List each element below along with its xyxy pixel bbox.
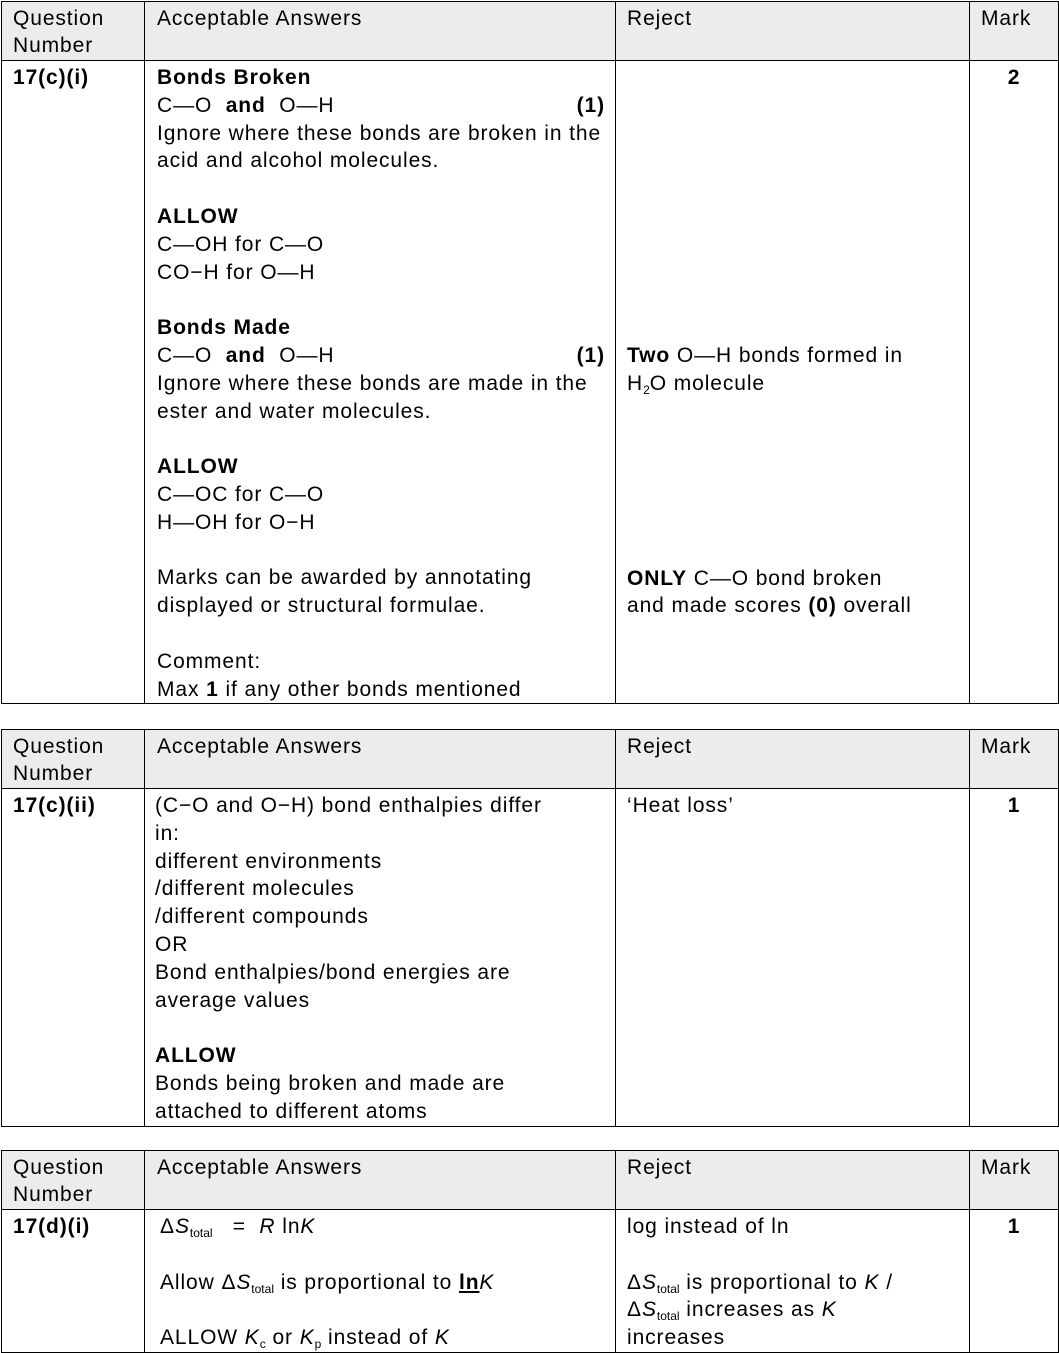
ignore-broken-text: Ignore where these bonds are broken in the acid and alcohol molecules. [157,121,602,173]
mark-cell: 2 [970,61,1059,704]
header-acceptable-answers: Acceptable Answers [145,2,616,61]
mark-scheme-table-17ci [1,1,1059,704]
answer-line: (C−O and O−H) bond enthalpies differ [155,794,542,817]
acceptable-answers-cell [145,61,616,704]
bonds-broken-line: C—O and O—H (1) [157,93,605,117]
mark-scheme-table-17di [1,1150,1059,1353]
table-row [2,1210,1059,1353]
allow-label: ALLOW [157,204,239,228]
answer-line: /different compounds [155,905,369,929]
ignore-made-text: Ignore where these bonds are made in the ester and water molecules. [157,371,588,423]
reject-text: increases [627,1326,725,1350]
allow-text: Bonds being broken and made are [155,1071,506,1095]
allow-kc-kp-line: ALLOW $K_c$ or $K_p$ instead of K [160,1326,450,1352]
header-acceptable-answers: Acceptable Answers [145,1151,616,1210]
allow-proportional-line: Allow $\Delta S_{total}$ is proportional to lnK [160,1270,495,1296]
answer-line: in: [155,821,180,845]
header-question-number: Question Number [2,2,145,61]
header-mark: Mark [970,730,1059,789]
header-reject: Reject [616,2,970,61]
mark-cell: 1 [970,1210,1059,1353]
reject-cell [616,1210,970,1353]
mark-scheme-table-17cii [1,729,1059,1127]
reject-text: $H_2O$ molecule [627,371,765,397]
equation-line: $\Delta S_{total}$ = R lnK [160,1215,316,1240]
header-reject: Reject [616,730,970,789]
bonds-made-heading: Bonds Made [157,316,291,340]
reject-text: ‘Heat loss’ [627,794,734,817]
allow-text: C—OC for C—O [157,482,325,506]
allow-label: ALLOW [157,455,239,479]
reject-text: ONLY C—O bond broken [627,566,883,590]
bonds-made-line: C—O and O—H (1) [157,343,605,367]
reject-cell [616,61,970,704]
table-header-row [2,730,1059,789]
table-row [2,789,1059,1127]
answer-line: /different molecules [155,877,355,901]
allow-text: attached to different atoms [155,1099,428,1123]
allow-text: H—OH for O−H [157,510,316,534]
reject-cell [616,789,970,1127]
comment-text: Max 1 if any other bonds mentioned [157,677,522,701]
bonds-broken-heading: Bonds Broken [157,66,312,89]
annotating-text: Marks can be awarded by annotating displayed or structural formulae. [157,566,532,618]
reject-text: Two O—H bonds formed in [627,344,903,367]
answer-line: Bond enthalpies/bond energies are [155,960,511,984]
reject-text: and made scores (0) overall [627,594,912,618]
acceptable-answers-cell [145,1210,616,1353]
question-number: 17(d)(i) [2,1210,145,1353]
reject-text: log instead of ln [627,1215,790,1238]
allow-text: CO−H for O—H [157,260,316,284]
answer-line: average values [155,988,311,1012]
allow-label: ALLOW [155,1044,237,1068]
header-reject: Reject [616,1151,970,1210]
comment-label: Comment: [157,649,262,673]
table-row [2,61,1059,704]
header-question-number: Question Number [2,1151,145,1210]
acceptable-answers-cell [145,789,616,1127]
question-number: 17(c)(ii) [2,789,145,1127]
answer-line: different environments [155,849,383,873]
allow-text: C—OH for C—O [157,232,325,256]
header-question-number: Question Number [2,730,145,789]
mark-cell: 1 [970,789,1059,1127]
reject-text: $\Delta S_{total}$ increases as K [627,1298,837,1324]
header-acceptable-answers: Acceptable Answers [145,730,616,789]
table-header-row [2,2,1059,61]
reject-text: $\Delta S_{total}$ is proportional to K / [627,1270,893,1296]
answer-line: OR [155,932,189,956]
header-mark: Mark [970,1151,1059,1210]
question-number: 17(c)(i) [2,61,145,704]
table-header-row [2,1151,1059,1210]
header-mark: Mark [970,2,1059,61]
